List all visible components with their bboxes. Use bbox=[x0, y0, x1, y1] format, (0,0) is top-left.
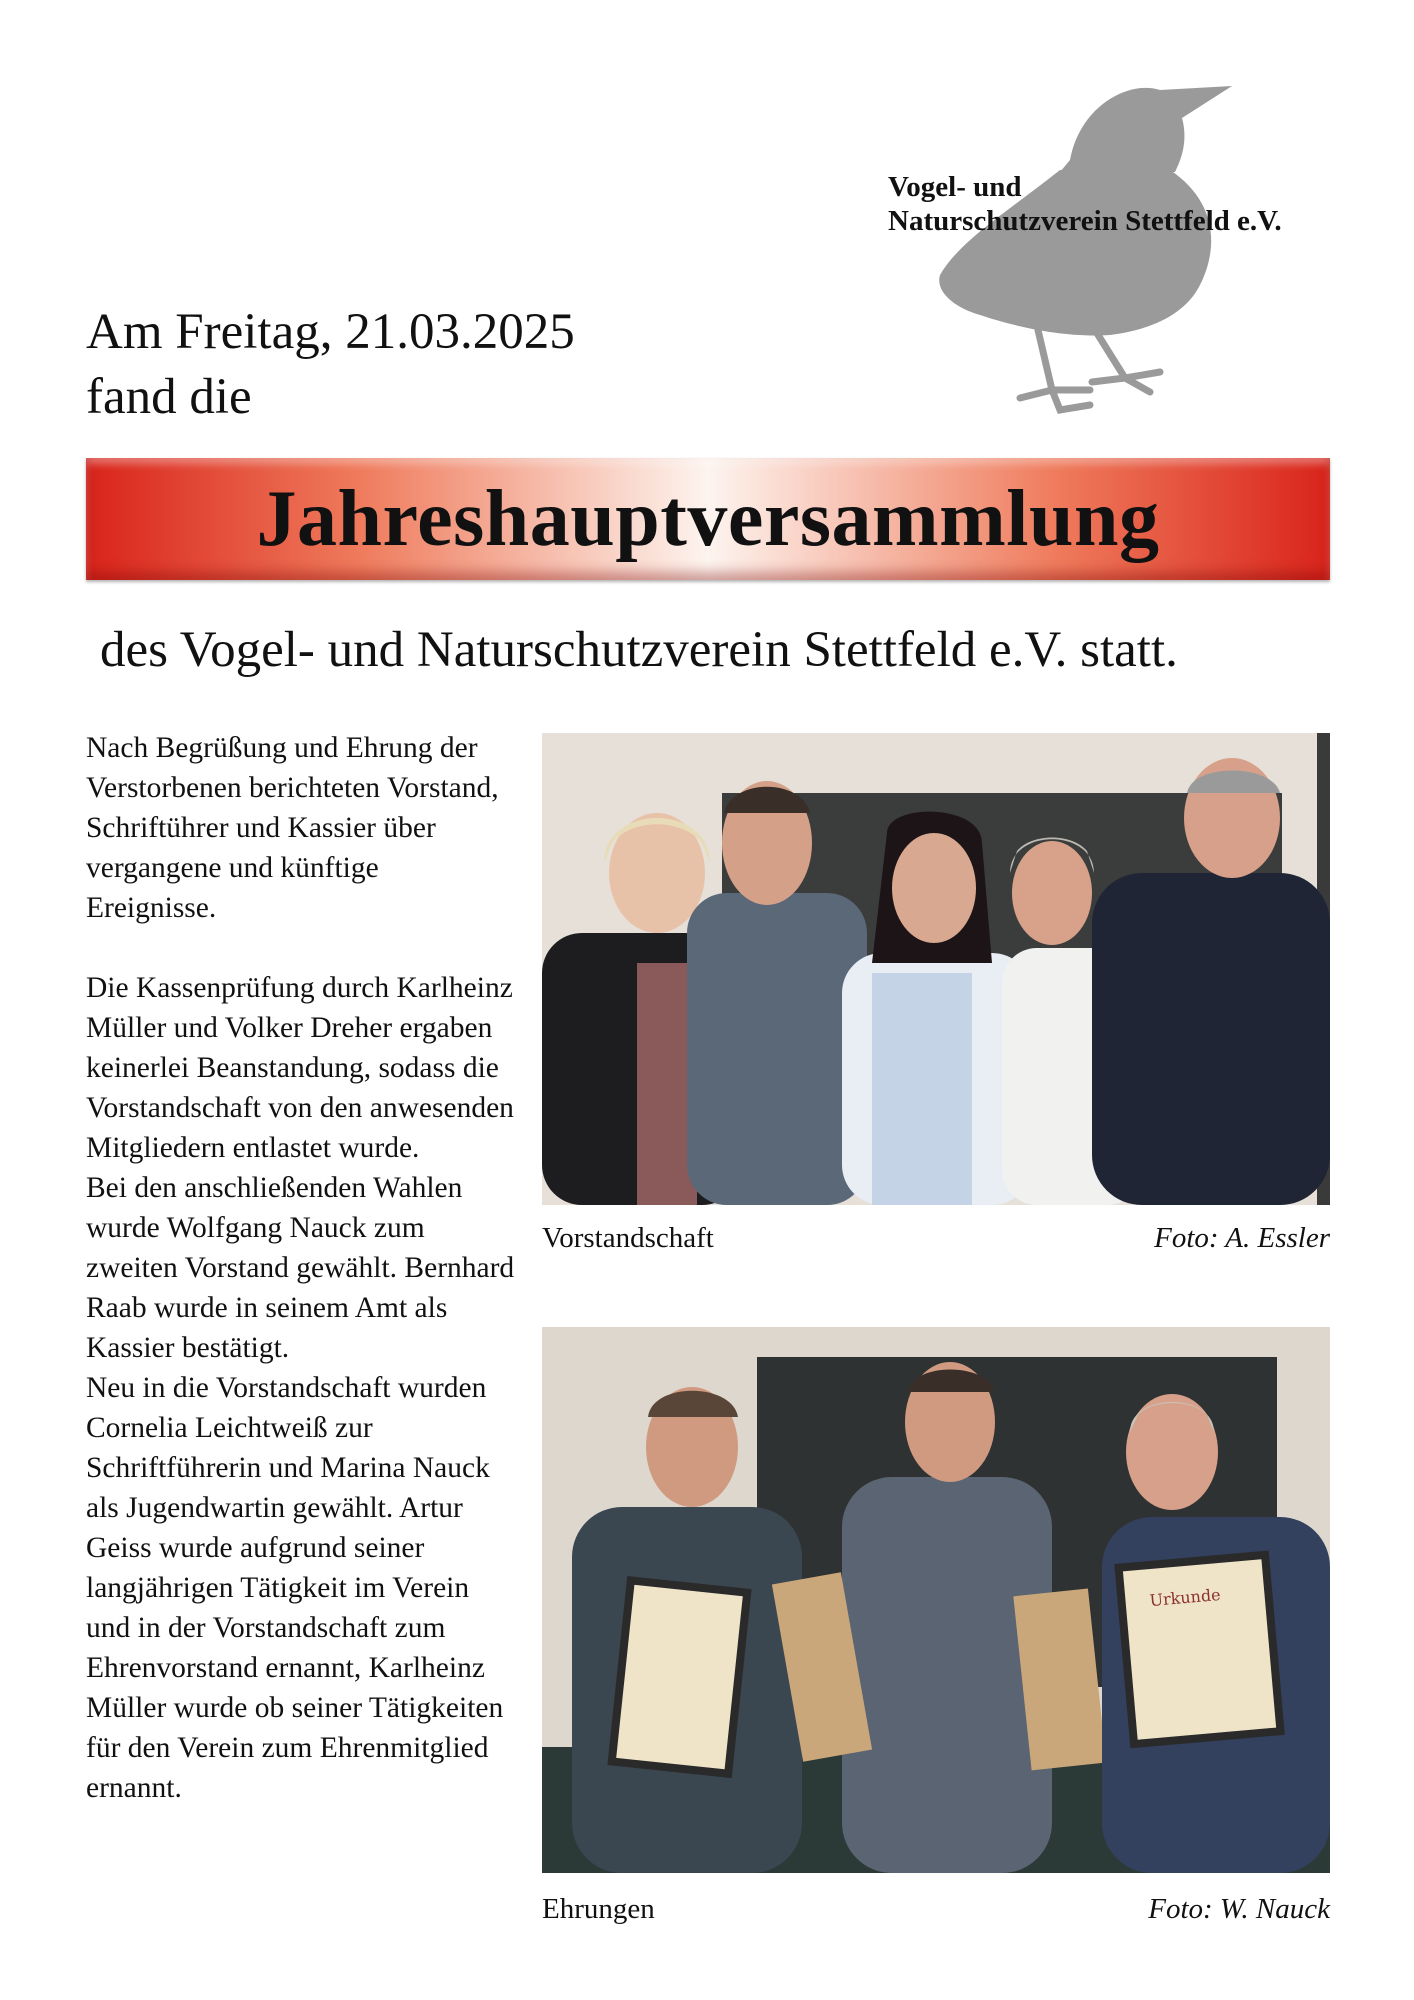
intro-line2: fand die bbox=[86, 369, 252, 425]
intro-text bbox=[86, 300, 575, 430]
photo-ehrungen bbox=[542, 1327, 1330, 1873]
logo-text bbox=[888, 170, 1282, 238]
caption-ehrungen: Ehrungen bbox=[542, 1893, 655, 1925]
article-paragraph-4: Neu in die Vorstandschaft wurden Cornelia Leichtweiß zur Schriftführerin und Marina Nauck als Jugendwartin gewählt. Artur Geiss wurde aufgrund seiner langjährigen Tätigkeit im Verein und in der Vorstandschaft zum Ehrenvorstand ernannt, Karlheinz Müller wurde ob seiner Tätigkeiten für den Verein zum Ehrenmitglied ernannt. bbox=[86, 1372, 504, 1804]
article-body bbox=[86, 728, 516, 1808]
certificate-label: Urkunde bbox=[1148, 1584, 1222, 1611]
logo-line1: Vogel- und bbox=[888, 171, 1022, 203]
photo-vorstandschaft bbox=[542, 733, 1330, 1205]
title-banner bbox=[86, 458, 1330, 580]
certificate-icon bbox=[1114, 1551, 1285, 1749]
article-paragraph-3: Bei den anschließenden Wahlen wurde Wolfgang Nauck zum zweiten Vorstand gewählt. Bernhard Raab wurde in seinem Amt als Kassier bestätigt. bbox=[86, 1172, 515, 1364]
intro-line1: Am Freitag, 21.03.2025 bbox=[86, 304, 575, 360]
article-paragraph-2: Die Kassenprüfung durch Karlheinz Müller und Volker Dreher ergaben keinerlei Beanstandung, sodass die Vorstandschaft von den anwesenden Mitgliedern entlastet wurde. bbox=[86, 972, 514, 1164]
logo-line2: Naturschutzverein Stettfeld e.V. bbox=[888, 205, 1282, 237]
subtitle: des Vogel- und Naturschutzverein Stettfeld e.V. statt. bbox=[100, 622, 1178, 678]
credit-vorstandschaft: Foto: A. Essler bbox=[1154, 1222, 1330, 1254]
credit-ehrungen: Foto: W. Nauck bbox=[1148, 1893, 1330, 1925]
article-paragraph-1: Nach Begrüßung und Ehrung der Verstorbenen berichteten Vorstand, Schriftührer und Kassier über vergangene und künftige Ereignisse. bbox=[86, 732, 499, 924]
banner-title: Jahreshauptversammlung bbox=[256, 474, 1160, 563]
caption-vorstandschaft: Vorstandschaft bbox=[542, 1222, 714, 1254]
certificate-icon bbox=[607, 1576, 751, 1778]
bird-logo-icon bbox=[920, 80, 1250, 420]
